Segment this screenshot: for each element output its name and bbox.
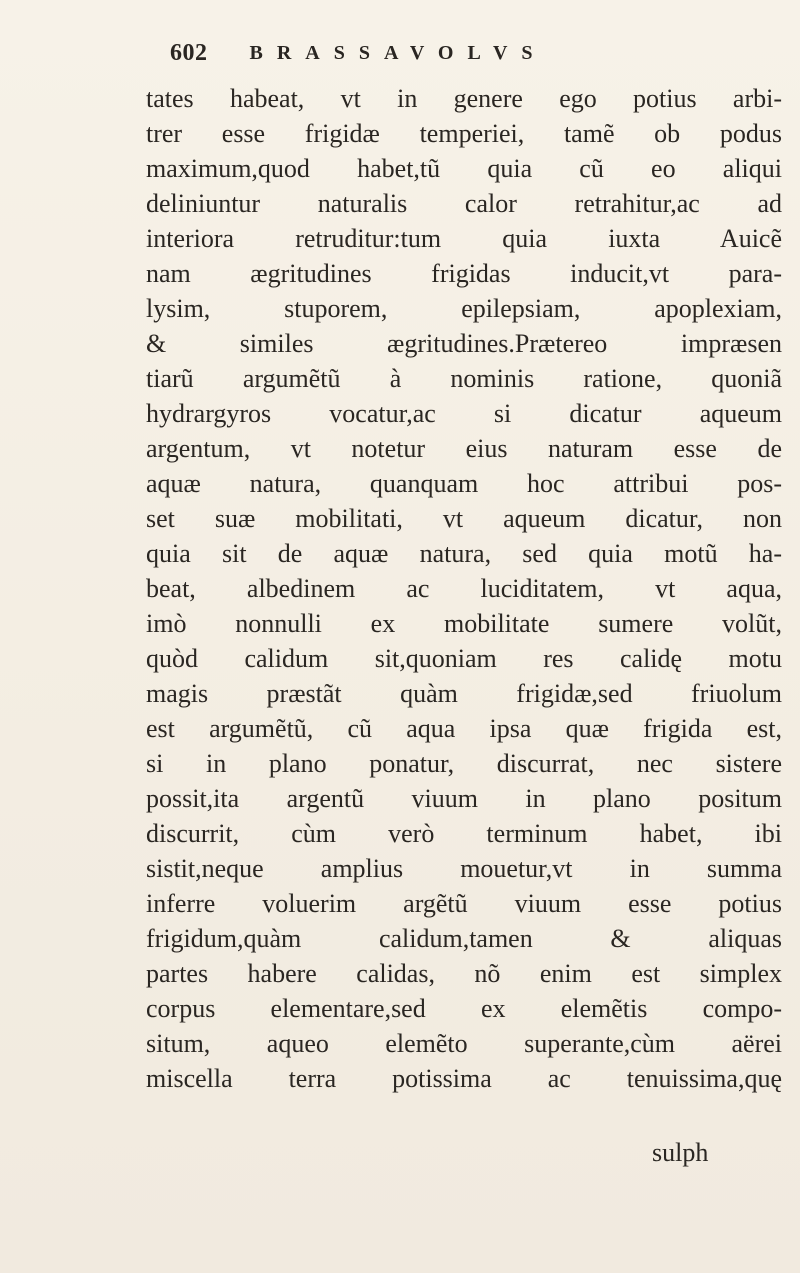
text-line: lysim, stuporem, epilepsiam, apoplexiam, xyxy=(146,294,782,323)
body-text xyxy=(146,81,782,1096)
text-line: maximum,quod habet,tũ quia cũ eo aliqui xyxy=(146,154,782,183)
text-line: quia sit de aquæ natura, sed quia motũ ha- xyxy=(146,539,782,568)
text-line: sistit,neque amplius mouetur,vt in summa xyxy=(146,854,782,883)
text-line: inferre voluerim argẽtũ viuum esse potius xyxy=(146,889,782,918)
text-line: si in plano ponatur, discurrat, nec sistere xyxy=(146,749,782,778)
text-line: trer esse frigidæ temperiei, tamẽ ob podus xyxy=(146,119,782,148)
text-line: corpus elementare,sed ex elemẽtis compo- xyxy=(146,994,782,1023)
text-line: frigidum,quàm calidum,tamen & aliquas xyxy=(146,924,782,953)
text-line: partes habere calidas, nõ enim est simplex xyxy=(146,959,782,988)
text-line: interiora retruditur:tum quia iuxta Auicẽ xyxy=(146,224,782,253)
text-line: tiarũ argumẽtũ à nominis ratione, quoniã xyxy=(146,364,782,393)
running-head: BRASSAVOLVS xyxy=(249,41,547,64)
page-number: 602 xyxy=(170,39,208,66)
text-line: argentum, vt notetur eius naturam esse de xyxy=(146,434,782,463)
text-line: & similes ægritudines.Prætereo impræsen xyxy=(146,329,782,358)
text-line: nam ægritudines frigidas inducit,vt para- xyxy=(146,259,782,288)
text-line: beat, albedinem ac luciditatem, vt aqua, xyxy=(146,574,782,603)
text-line: situm, aqueo elemẽto superante,cùm aërei xyxy=(146,1029,782,1058)
text-line: miscella terra potissima ac tenuissima,quę xyxy=(146,1064,782,1093)
text-line: set suæ mobilitati, vt aqueum dicatur, non xyxy=(146,504,782,533)
text-line: magis præstãt quàm frigidæ,sed friuolum xyxy=(146,679,782,708)
text-line: hydrargyros vocatur,ac si dicatur aqueum xyxy=(146,399,782,428)
catchword: sulph xyxy=(652,1138,709,1167)
text-line: tates habeat, vt in genere ego potius arbi- xyxy=(146,84,782,113)
text-line: possit,ita argentũ viuum in plano positum xyxy=(146,784,782,813)
text-line: deliniuntur naturalis calor retrahitur,ac ad xyxy=(146,189,782,218)
text-line: discurrit, cùm verò terminum habet, ibi xyxy=(146,819,782,848)
page-header xyxy=(170,36,690,70)
text-line: quòd calidum sit,quoniam res calidę motu xyxy=(146,644,782,673)
text-line: imò nonnulli ex mobilitate sumere volũt, xyxy=(146,609,782,638)
text-line: aquæ natura, quanquam hoc attribui pos- xyxy=(146,469,782,498)
text-line: est argumẽtũ, cũ aqua ipsa quæ frigida est, xyxy=(146,714,782,743)
